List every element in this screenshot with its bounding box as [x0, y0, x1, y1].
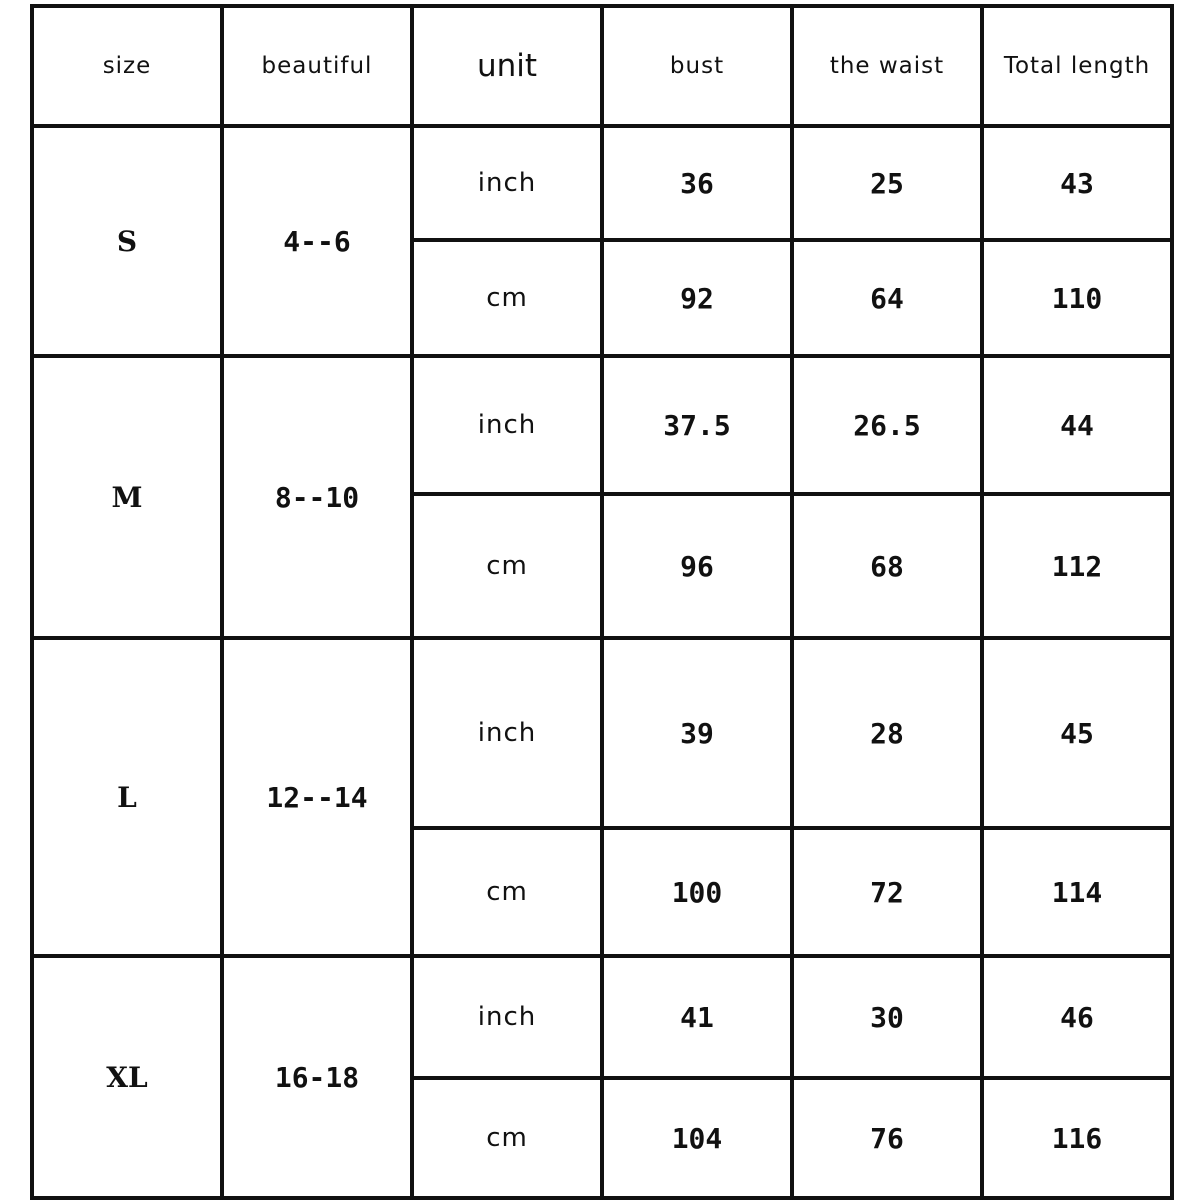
length-cell: 110 — [982, 240, 1172, 356]
unit-cell: cm — [412, 828, 602, 956]
table-row — [32, 956, 1172, 1078]
length-cell: 43 — [982, 126, 1172, 240]
size-cell: L — [32, 638, 222, 956]
bust-cell: 36 — [602, 126, 792, 240]
bust-cell: 39 — [602, 638, 792, 828]
waist-cell: 28 — [792, 638, 982, 828]
length-cell: 114 — [982, 828, 1172, 956]
bust-cell: 41 — [602, 956, 792, 1078]
length-cell: 44 — [982, 356, 1172, 494]
length-cell: 116 — [982, 1078, 1172, 1198]
waist-cell: 25 — [792, 126, 982, 240]
bust-cell: 37.5 — [602, 356, 792, 494]
size-cell: XL — [32, 956, 222, 1198]
header-beautiful: beautiful — [222, 6, 412, 126]
unit-cell: inch — [412, 956, 602, 1078]
header-size: size — [32, 6, 222, 126]
header-bust: bust — [602, 6, 792, 126]
table-row — [32, 126, 1172, 240]
bust-cell: 104 — [602, 1078, 792, 1198]
unit-cell: inch — [412, 638, 602, 828]
beautiful-cell: 8--10 — [222, 356, 412, 638]
length-cell: 46 — [982, 956, 1172, 1078]
beautiful-cell: 4--6 — [222, 126, 412, 356]
header-unit: unit — [412, 6, 602, 126]
size-chart-table — [30, 4, 1174, 1200]
waist-cell: 64 — [792, 240, 982, 356]
unit-cell: cm — [412, 240, 602, 356]
waist-cell: 26.5 — [792, 356, 982, 494]
length-cell: 112 — [982, 494, 1172, 638]
unit-cell: inch — [412, 126, 602, 240]
bust-cell: 92 — [602, 240, 792, 356]
waist-cell: 72 — [792, 828, 982, 956]
size-cell: M — [32, 356, 222, 638]
table-row — [32, 638, 1172, 828]
table-row — [32, 356, 1172, 494]
bust-cell: 96 — [602, 494, 792, 638]
unit-cell: inch — [412, 356, 602, 494]
waist-cell: 30 — [792, 956, 982, 1078]
header-row — [32, 6, 1172, 126]
waist-cell: 68 — [792, 494, 982, 638]
header-total-length: Total length — [982, 6, 1172, 126]
beautiful-cell: 12--14 — [222, 638, 412, 956]
header-waist: the waist — [792, 6, 982, 126]
length-cell: 45 — [982, 638, 1172, 828]
size-cell: S — [32, 126, 222, 356]
bust-cell: 100 — [602, 828, 792, 956]
unit-cell: cm — [412, 1078, 602, 1198]
waist-cell: 76 — [792, 1078, 982, 1198]
beautiful-cell: 16-18 — [222, 956, 412, 1198]
unit-cell: cm — [412, 494, 602, 638]
